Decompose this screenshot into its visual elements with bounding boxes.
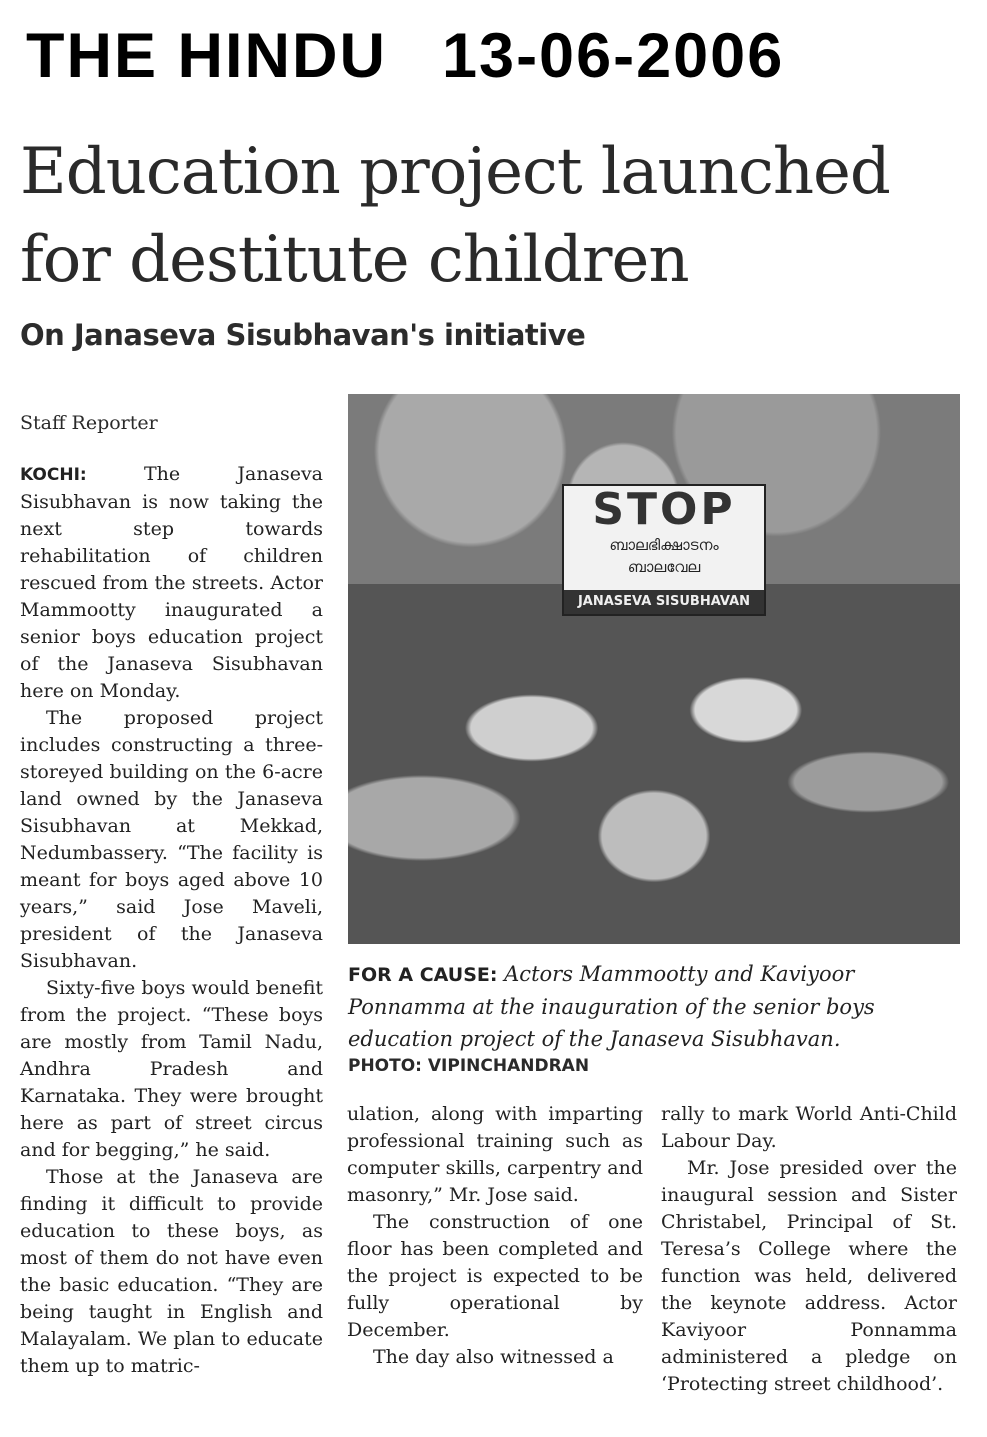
headline-line-2: for destitute children (20, 223, 689, 297)
sign-stop-text: STOP (592, 484, 736, 535)
sign-organisation: JANASEVA SISUBHAVAN (564, 590, 764, 614)
caption-text: Actors Mammootty and Kaviyoor Ponnamma at the inauguration of the senior boys education project of the Janaseva Sisubhavan. (348, 962, 875, 1051)
headline (20, 128, 970, 304)
paragraph: The proposed project includes constructing a three-storeyed building on the 6-acre land owned by the Janaseva Sisubhavan at Mekkad, Nedumbassery. “The facility is meant for boys aged above 10 years,” said Jose Maveli, president of the Janaseva Sisubhavan. (20, 707, 323, 972)
photo-crowd (348, 584, 960, 944)
dateline: KOCHI: (20, 465, 87, 485)
headline-line-1: Education project launched (20, 135, 890, 209)
publication-date: 13-06-2006 (442, 21, 785, 91)
paragraph: The construction of one floor has been completed and the project is expected to be fully operational by December. (347, 1211, 643, 1341)
paragraph: Those at the Janaseva are finding it difficult to provide education to these boys, as most of them do not have even the basic education. “They are being taught in English and Malayalam. We plan to educate them up to matric- (20, 1166, 323, 1377)
protest-sign (562, 484, 766, 616)
article-column-2 (347, 1101, 643, 1371)
byline: Staff Reporter (20, 412, 158, 434)
article-column-1 (20, 461, 323, 1380)
paragraph: ulation, along with imparting professional training such as computer skills, carpentry and masonry,” Mr. Jose said. (347, 1103, 643, 1206)
photo-credit: PHOTO: VIPINCHANDRAN (348, 1056, 590, 1076)
paragraph-text: The Janaseva Sisubhavan is now taking the next step towards rehabilitation of children rescued from the streets. Actor Mammootty inaugurated a senior boys education project of the Janaseva Sisubhavan here on Monday. (20, 463, 324, 702)
news-photo (348, 394, 960, 944)
paper-name: THE HINDU (26, 21, 387, 91)
subheadline: On Janaseva Sisubhavan's initiative (20, 318, 586, 352)
paragraph: Mr. Jose presided over the inaugural session and Sister Christabel, Principal of St. Teresa’s College where the function was held, delivered the keynote address. Actor Kaviyoor Ponnamma administered a pledge on ‘Protecting street childhood’. (661, 1157, 957, 1395)
photo-caption (348, 958, 958, 1055)
caption-label: FOR A CAUSE: (348, 964, 498, 986)
paragraph: rally to mark World Anti-Child Labour Day. (661, 1103, 957, 1152)
paragraph (20, 461, 323, 705)
article-column-3 (661, 1101, 957, 1398)
sign-malayalam-line-1: ബാലഭിക്ഷാടനം (609, 536, 719, 554)
masthead (26, 20, 784, 92)
sign-malayalam-line-2: ബാലവേല (627, 558, 701, 576)
paragraph: The day also witnessed a (373, 1346, 614, 1368)
paragraph: Sixty-five boys would benefit from the project. “These boys are mostly from Tamil Nadu, Andhra Pradesh and Karnataka. They were brought here as part of street circus and for begging,” he said. (20, 977, 323, 1161)
